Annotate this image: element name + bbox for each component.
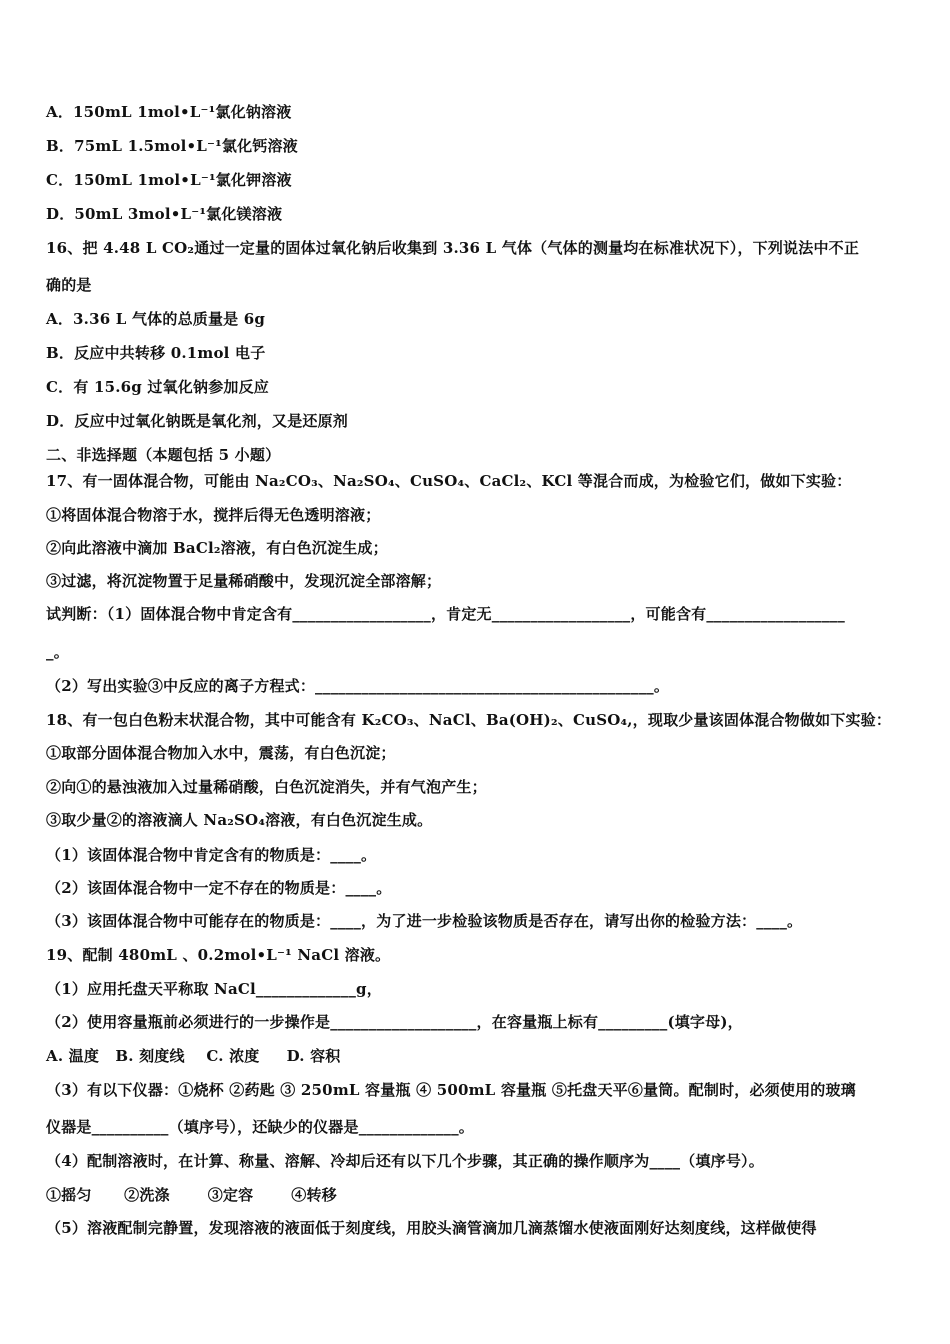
- q18-stem: 18、有一包白色粉末状混合物，其中可能含有 K₂CO₃、NaCl、Ba(OH)₂、CuSO₄,，现取少量该固体混合物做如下实验：: [46, 711, 892, 729]
- q17-sub2: （2）写出实验③中反应的离子方程式：____________________________________________。: [46, 677, 670, 695]
- q18-step-3: ③取少量②的溶液滴人 Na₂SO₄溶液，有白色沉淀生成。: [46, 811, 433, 829]
- q15-option-b: B．75mL 1.5mol•L⁻¹氯化钙溶液: [46, 137, 298, 155]
- q15-option-a: A．150mL 1mol•L⁻¹氯化钠溶液: [46, 103, 292, 121]
- q18-sub2: （2）该固体混合物中一定不存在的物质是：____。: [46, 879, 392, 897]
- q17-step-1: ①将固体混合物溶于水，搅拌后得无色透明溶液；: [46, 506, 381, 524]
- q19-sub1: （1）应用托盘天平称取 NaCl_____________g，: [46, 980, 382, 998]
- q19-stem: 19、配制 480mL 、0.2mol•L⁻¹ NaCl 溶液。: [46, 946, 391, 964]
- q16-option-c: C．有 15.6g 过氧化钠参加反应: [46, 378, 270, 396]
- q19-sub5: （5）溶液配制完静置，发现溶液的液面低于刻度线，用胶头滴管滴加几滴蒸馏水使液面刚好达刻度线，这样做使得: [46, 1219, 817, 1237]
- q16-option-d: D．反应中过氧化钠既是氧化剂，又是还原剂: [46, 412, 349, 430]
- q18-sub1: （1）该固体混合物中肯定含有的物质是：____。: [46, 846, 377, 864]
- q16-stem-cont: 确的是: [46, 276, 92, 294]
- q19-sub4-options: ①摇匀 ②洗涤 ③定容 ④转移: [46, 1186, 337, 1204]
- q16-option-a: A．3.36 L 气体的总质量是 6g: [46, 310, 266, 328]
- q16-option-b: B．反应中共转移 0.1mol 电子: [46, 344, 266, 362]
- q17-step-3: ③过滤，将沉淀物置于足量稀硝酸中，发现沉淀全部溶解；: [46, 572, 442, 590]
- q17-sub1: 试判断：（1）固体混合物中肯定含有__________________，肯定无__________________，可能含有__________________: [46, 605, 845, 623]
- q17-step-2: ②向此溶液中滴加 BaCl₂溶液，有白色沉淀生成；: [46, 539, 388, 557]
- q18-sub3: （3）该固体混合物中可能存在的物质是：____，为了进一步检验该物质是否存在，请写出你的检验方法：____。: [46, 912, 803, 930]
- q18-step-1: ①取部分固体混合物加入水中，震荡，有白色沉淀；: [46, 744, 396, 762]
- q18-step-2: ②向①的悬浊液加入过量稀硝酸，白色沉淀消失，并有气泡产生；: [46, 778, 487, 796]
- q17-stem: 17、有一固体混合物，可能由 Na₂CO₃、Na₂SO₄、CuSO₄、CaCl₂、KCl 等混合而成，为检验它们，做如下实验：: [46, 472, 852, 490]
- q16-stem: 16、把 4.48 L CO₂通过一定量的固体过氧化钠后收集到 3.36 L 气体（气体的测量均在标准状况下），下列说法中不正: [46, 239, 860, 257]
- q15-option-c: C．150mL 1mol•L⁻¹氯化钾溶液: [46, 171, 292, 189]
- q15-option-d: D．50mL 3mol•L⁻¹氯化镁溶液: [46, 205, 283, 223]
- q17-sub1-cont: _。: [46, 643, 69, 661]
- q19-sub3: （3）有以下仪器：①烧杯 ②药匙 ③ 250mL 容量瓶 ④ 500mL 容量瓶 ⑤托盘天平⑥量筒。配制时，必须使用的玻璃: [46, 1081, 856, 1099]
- section-title: 二、非选择题（本题包括 5 小题）: [46, 446, 281, 464]
- q19-sub4: （4）配制溶液时，在计算、称量、溶解、冷却后还有以下几个步骤，其正确的操作顺序为____（填序号）。: [46, 1152, 764, 1170]
- q19-sub2-options: A. 温度 B. 刻度线 C. 浓度 D. 容积: [46, 1047, 341, 1065]
- q19-sub3-cont: 仪器是__________（填序号），还缺少的仪器是_____________。: [46, 1118, 475, 1136]
- q19-sub2: （2）使用容量瓶前必须进行的一步操作是___________________，在容量瓶上标有_________(填字母)，: [46, 1013, 743, 1031]
